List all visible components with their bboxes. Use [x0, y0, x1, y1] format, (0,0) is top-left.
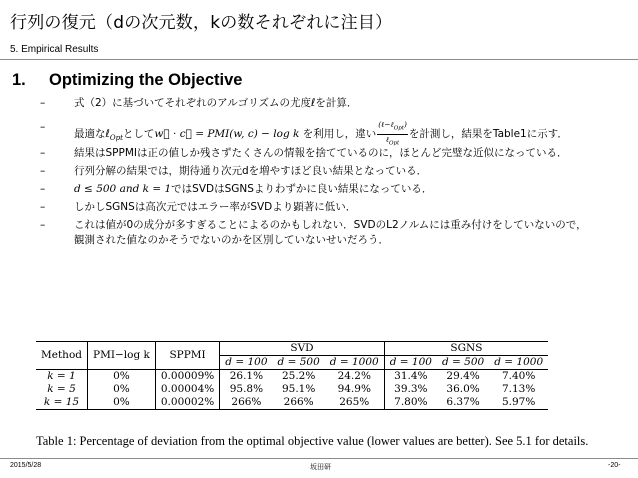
- formula: w⃗ · c⃗ = PMI(w, c) − log k: [154, 128, 300, 140]
- table-caption: Table 1: Percentage of deviation from the optimal objective value (lower values are better). See 5.1 for details.: [36, 434, 589, 448]
- bullet-text: [74, 120, 568, 148]
- column-header-dim: d = 100: [384, 356, 437, 370]
- text-segment: を利用し，違い: [302, 128, 377, 140]
- slide-subtitle: 5. Empirical Results: [10, 44, 99, 55]
- cell-pmi: 0%: [88, 383, 156, 396]
- bullet-text: 結果はSPPMIは正の値しか残さずたくさんの情報を捨てているのに，ほとんど完璧な近似になっている．: [74, 147, 568, 159]
- cell-sgns: 31.4%: [394, 370, 428, 382]
- column-header-dim: d = 500: [437, 356, 489, 370]
- text-segment: 最適なℓ: [74, 128, 110, 140]
- cell-method: k = 15: [36, 396, 88, 410]
- column-header-sgns: SGNS: [384, 342, 548, 356]
- bullet-text: しかしSGNSは高次元ではエラー率がSVDより顕著に低い．: [74, 201, 357, 213]
- text-segment: ℓ: [385, 134, 389, 144]
- footer-page-number: -20-: [608, 462, 621, 469]
- slide-title: 行列の復元（dの次元数，kの数それぞれに注目）: [10, 13, 393, 33]
- bullet-dash: –: [40, 147, 46, 159]
- cell-svd: 265%: [325, 396, 384, 410]
- subscript: Opt: [389, 140, 400, 146]
- column-header-dim: d = 1000: [325, 356, 384, 370]
- table-row: [36, 370, 548, 384]
- footer-lab: 坂田研: [310, 464, 331, 471]
- bullet-dash: –: [40, 201, 46, 213]
- cell-sgns: 7.13%: [501, 383, 536, 395]
- bullet-dash: –: [40, 121, 46, 133]
- text-segment: として: [122, 128, 155, 140]
- cell-svd: 94.9%: [325, 383, 384, 396]
- section-heading-text: Optimizing the Objective: [49, 71, 243, 89]
- table-header-row: [36, 342, 548, 356]
- bullet-text: 式（2）に基づいてそれぞれのアルゴリズムの尤度ℓを計算．: [74, 97, 358, 109]
- section-number: 1.: [12, 71, 26, 89]
- column-header-method: Method: [36, 342, 88, 370]
- footer-date: 2015/5/28: [10, 462, 42, 469]
- cell-svd: 24.2%: [325, 370, 384, 384]
- cell-sppmi: 0.00009%: [155, 370, 219, 384]
- formula: d ≤ 500 and k = 1: [74, 183, 172, 195]
- column-header-sppmi: SPPMI: [155, 342, 219, 370]
- text-segment: ではSVDはSGNSよりわずかに良い結果になっている．: [171, 183, 433, 195]
- section-heading: [12, 71, 242, 90]
- text-segment: これは値が0の成分が多すぎることによるのかもしれない．SVDのL2ノルムには重み付けをしていないので，: [74, 219, 587, 231]
- bullet-text: [74, 218, 587, 248]
- bullet-dash: –: [40, 165, 46, 177]
- results-table: [36, 341, 548, 410]
- table-row: [36, 396, 548, 410]
- cell-method: k = 5: [36, 383, 88, 396]
- cell-sppmi: 0.00004%: [155, 383, 219, 396]
- column-header-dim: d = 100: [220, 356, 273, 370]
- cell-method: k = 1: [36, 370, 88, 384]
- table-row: [36, 383, 548, 396]
- cell-sgns: 7.80%: [384, 396, 437, 410]
- cell-sgns: 7.40%: [501, 370, 536, 382]
- cell-svd: 25.2%: [281, 370, 316, 382]
- column-header-dim: d = 500: [273, 356, 325, 370]
- text-segment: を計測し，結果をTable1に示す．: [408, 128, 568, 140]
- text-segment: (ℓ−ℓ: [378, 120, 394, 129]
- subscript: Opt: [393, 125, 404, 132]
- cell-sgns: 5.97%: [489, 396, 548, 410]
- column-header-svd: SVD: [220, 342, 384, 356]
- cell-sgns: 6.37%: [437, 396, 489, 410]
- cell-sgns: 29.4%: [446, 370, 480, 382]
- column-header-pmi: PMI−log k: [88, 342, 156, 370]
- cell-svd: 266%: [220, 396, 273, 410]
- fraction: [377, 120, 408, 148]
- cell-sgns: 36.0%: [446, 383, 480, 395]
- cell-pmi: 0%: [88, 396, 156, 410]
- cell-svd: 26.1%: [229, 370, 264, 382]
- cell-sppmi: 0.00002%: [155, 396, 219, 410]
- bullet-text: 行列分解の結果では，期待通り次元dを増やすほど良い結果となっている．: [74, 165, 428, 177]
- bullet-text: [74, 182, 432, 197]
- text-segment: 観測された値なのかそうでないのかを区別していないせいだろう．: [74, 234, 389, 246]
- text-segment: ): [403, 120, 407, 129]
- column-header-dim: d = 1000: [489, 356, 548, 370]
- bullet-dash: –: [40, 97, 46, 109]
- bullet-dash: –: [40, 183, 46, 195]
- bullet-dash: –: [40, 219, 46, 231]
- footer-divider: [0, 458, 638, 459]
- cell-svd: 95.8%: [229, 383, 264, 395]
- cell-svd: 266%: [273, 396, 325, 410]
- cell-pmi: 0%: [88, 370, 156, 384]
- header-divider: [0, 59, 638, 60]
- cell-sgns: 39.3%: [394, 383, 428, 395]
- fraction-numerator: [377, 120, 408, 135]
- cell-svd: 95.1%: [281, 383, 316, 395]
- subscript: Opt: [109, 134, 123, 143]
